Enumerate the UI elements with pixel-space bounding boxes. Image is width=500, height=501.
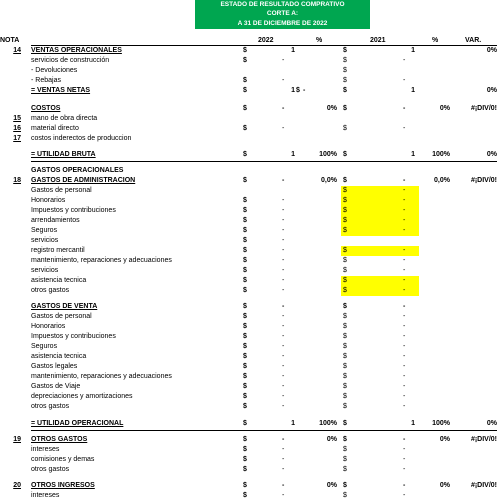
table-row (0, 66, 500, 76)
gross-profit-underline (31, 161, 497, 162)
row-label: Gastos de personal (31, 313, 92, 320)
currency-2021: $ (343, 313, 347, 320)
value-2021: - (403, 333, 406, 340)
currency-2021: $ (343, 77, 347, 84)
currency-2022: $ (243, 373, 247, 380)
currency-2021: $ (343, 267, 347, 274)
table-row (0, 124, 500, 134)
currency-2021: $ (343, 277, 347, 284)
currency-2021: $ (343, 482, 347, 489)
header-year-2022: 2022 (258, 37, 274, 44)
row-label: servicios (31, 267, 59, 274)
currency-2022: $ (243, 383, 247, 390)
variation: 0% (486, 87, 497, 94)
currency-2022: $ (243, 466, 247, 473)
value-2021: - (403, 363, 406, 370)
value-2022: - (282, 287, 285, 294)
header-nota: NOTA (0, 37, 20, 44)
table-row (0, 246, 500, 256)
value-2021: - (403, 436, 406, 443)
table-row (0, 342, 500, 352)
table-row (0, 166, 500, 176)
currency-2021: $ (343, 393, 347, 400)
value-2022: - (282, 57, 285, 64)
row-label: mano de obra directa (31, 115, 98, 122)
row-label: otros gastos (31, 403, 70, 410)
value-2022: - (282, 373, 285, 380)
currency-2021: $ (343, 217, 347, 224)
currency-2021: $ (343, 436, 347, 443)
row-label: intereses (31, 446, 60, 453)
table-row (0, 276, 500, 286)
currency-2021: $ (343, 287, 347, 294)
value-2021: - (403, 446, 406, 453)
value-2021: - (403, 323, 406, 330)
value-2021: - (403, 105, 406, 112)
value-2021: - (403, 303, 406, 310)
table-row (0, 286, 500, 296)
pct-2022: 0% (326, 436, 337, 443)
row-label: Gastos de personal (31, 187, 92, 194)
value-2022: - (282, 217, 285, 224)
currency-2022: $ (243, 267, 247, 274)
highlighted-cell (341, 246, 419, 256)
currency-2022: $ (243, 492, 247, 499)
table-row (0, 402, 500, 412)
row-label: Gastos legales (31, 363, 78, 370)
pct-2022: 0% (326, 482, 337, 489)
currency-2021: $ (343, 333, 347, 340)
currency-2022: $ (243, 207, 247, 214)
row-label: OTROS GASTOS (31, 436, 88, 443)
currency-2022: $ (243, 197, 247, 204)
header-pct-2022: % (316, 37, 323, 44)
table-row (0, 46, 500, 56)
table-row (0, 302, 500, 312)
highlighted-cell (341, 216, 419, 226)
table-row (0, 104, 500, 114)
row-nota: 17 (13, 135, 21, 142)
pct-2021: 100% (432, 151, 450, 158)
value-2021: - (403, 227, 406, 234)
highlighted-cell (341, 186, 419, 196)
value-2021: 1 (411, 47, 415, 54)
currency-2021: $ (343, 420, 347, 427)
currency-2022: $ (243, 125, 247, 132)
currency-2022: $ (243, 303, 247, 310)
pct-2021: 0% (439, 436, 450, 443)
row-label: GASTOS OPERACIONALES (31, 167, 124, 174)
value-2022: - (282, 393, 285, 400)
currency-2022: $ (243, 353, 247, 360)
row-label: asistencia tecnica (31, 353, 87, 360)
currency-2021: $ (343, 373, 347, 380)
table-row (0, 419, 500, 429)
row-nota: 16 (13, 125, 21, 132)
value-2022: - (282, 227, 285, 234)
currency-2022: $ (243, 227, 247, 234)
value-2022: - (282, 267, 285, 274)
table-row (0, 382, 500, 392)
table-row (0, 186, 500, 196)
row-label: Gastos de Viaje (31, 383, 81, 390)
currency-2021: $ (343, 247, 347, 254)
currency-2021: $ (343, 227, 347, 234)
row-label: material directo (31, 125, 79, 132)
row-label: servicios (31, 237, 59, 244)
currency-2022: $ (243, 247, 247, 254)
table-row (0, 256, 500, 266)
table-row (0, 481, 500, 491)
currency-2021: $ (343, 492, 347, 499)
value-2022: - (282, 333, 285, 340)
value-2021: - (403, 373, 406, 380)
value-2022: - (282, 436, 285, 443)
currency-2021: $ (343, 67, 347, 74)
currency-2021: $ (343, 353, 347, 360)
row-label: = UTILIDAD OPERACIONAL (31, 420, 124, 427)
table-row (0, 465, 500, 475)
report-title-banner (195, 0, 370, 29)
currency-2022: $ (243, 323, 247, 330)
value-2021: - (403, 287, 406, 294)
row-label: - Rebajas (31, 77, 61, 84)
currency-2022: $ (243, 217, 247, 224)
currency-2021: $ (343, 456, 347, 463)
row-label: otros gastos (31, 466, 70, 473)
row-label: GASTOS DE ADMINISTRACION (31, 177, 136, 184)
value-2021: - (403, 257, 406, 264)
value-2021: - (403, 492, 406, 499)
currency-2021: $ (343, 177, 347, 184)
currency-2021: $ (343, 125, 347, 132)
pct-2022: 100% (319, 151, 337, 158)
value-2021: - (403, 207, 406, 214)
table-row (0, 455, 500, 465)
value-2022: - (282, 446, 285, 453)
variation: 0% (486, 151, 497, 158)
value-2022-extra: - (303, 87, 306, 94)
value-2022: - (282, 403, 285, 410)
currency-2022: $ (243, 177, 247, 184)
row-label: arrendamientos (31, 217, 80, 224)
variation: #¡DIV/0! (470, 482, 497, 489)
currency-2021: $ (343, 446, 347, 453)
currency-2021: $ (343, 207, 347, 214)
report-cutoff-label: CORTE A: (266, 10, 299, 18)
row-label: Seguros (31, 343, 58, 350)
row-nota: 14 (13, 47, 21, 54)
variation: #¡DIV/0! (470, 436, 497, 443)
value-2021: - (403, 57, 406, 64)
value-2021: - (403, 456, 406, 463)
value-2022: - (282, 482, 285, 489)
operating-profit-underline (31, 430, 497, 431)
pct-2022: $ (296, 87, 300, 94)
currency-2022: $ (243, 57, 247, 64)
value-2022: - (282, 277, 285, 284)
value-2021: - (403, 313, 406, 320)
value-2021: - (403, 77, 406, 84)
value-2022: - (282, 247, 285, 254)
row-label: VENTAS OPERACIONALES (31, 47, 122, 54)
table-row (0, 216, 500, 226)
highlighted-cell (341, 206, 419, 216)
currency-2021: $ (343, 187, 347, 194)
table-row (0, 150, 500, 160)
value-2021: - (403, 482, 406, 489)
currency-2021: $ (343, 383, 347, 390)
table-row (0, 206, 500, 216)
table-row (0, 226, 500, 236)
value-2021: - (403, 353, 406, 360)
value-2021: - (403, 343, 406, 350)
value-2021: 1 (411, 87, 415, 94)
header-var: VAR. (465, 37, 482, 44)
value-2021: 1 (411, 151, 415, 158)
pct-2022: 0% (326, 105, 337, 112)
row-label: COSTOS (31, 105, 61, 112)
table-row (0, 372, 500, 382)
row-label: otros gastos (31, 287, 70, 294)
currency-2022: $ (243, 257, 247, 264)
value-2021: - (403, 393, 406, 400)
currency-2022: $ (243, 403, 247, 410)
value-2022: - (282, 466, 285, 473)
row-label: Honorarios (31, 323, 66, 330)
pct-2021: 0% (439, 105, 450, 112)
currency-2022: $ (243, 363, 247, 370)
currency-2022: $ (243, 333, 247, 340)
currency-2022: $ (243, 47, 247, 54)
row-label: = UTILIDAD BRUTA (31, 151, 96, 158)
table-row (0, 236, 500, 246)
currency-2021: $ (343, 323, 347, 330)
value-2022: - (282, 456, 285, 463)
variation: #¡DIV/0! (470, 105, 497, 112)
pct-2022: 0,0% (321, 177, 337, 184)
value-2022: - (282, 237, 285, 244)
table-row (0, 322, 500, 332)
table-row (0, 312, 500, 322)
row-label: mantenimiento, reparaciones y adecuaciones (31, 257, 172, 264)
table-row (0, 76, 500, 86)
table-row (0, 86, 500, 96)
currency-2021: $ (343, 47, 347, 54)
value-2021: - (403, 267, 406, 274)
currency-2022: $ (243, 105, 247, 112)
currency-2021: $ (343, 105, 347, 112)
report-date: A 31 DE DICIEMBRE DE 2022 (237, 19, 328, 27)
row-nota: 15 (13, 115, 21, 122)
row-label: - Devoluciones (31, 67, 78, 74)
value-2022: - (282, 197, 285, 204)
table-row (0, 134, 500, 144)
currency-2021: $ (343, 151, 347, 158)
row-label: Impuestos y contribuciones (31, 333, 116, 340)
header-year-2021: 2021 (370, 37, 386, 44)
currency-2022: $ (243, 277, 247, 284)
value-2022: - (282, 313, 285, 320)
row-label: GASTOS DE VENTA (31, 303, 98, 310)
table-row (0, 362, 500, 372)
currency-2022: $ (243, 436, 247, 443)
row-label: comisiones y demas (31, 456, 95, 463)
currency-2021: $ (343, 197, 347, 204)
pct-2022: 100% (319, 420, 337, 427)
row-label: mantenimiento, reparaciones y adecuaciones (31, 373, 172, 380)
value-2021: 1 (411, 420, 415, 427)
currency-2021: $ (343, 57, 347, 64)
value-2022: 1 (291, 420, 295, 427)
currency-2021: $ (343, 343, 347, 350)
currency-2021: $ (343, 303, 347, 310)
currency-2021: $ (343, 257, 347, 264)
report-title: ESTADO DE RESULTADO COMPRATIVO (220, 1, 345, 8)
value-2021: - (403, 383, 406, 390)
value-2021: - (403, 247, 406, 254)
value-2022: - (282, 77, 285, 84)
currency-2021: $ (343, 466, 347, 473)
value-2022: - (282, 323, 285, 330)
currency-2022: $ (243, 151, 247, 158)
currency-2022: $ (243, 420, 247, 427)
value-2021: - (403, 403, 406, 410)
row-label: intereses (31, 492, 60, 499)
value-2022: - (282, 343, 285, 350)
row-label: OTROS INGRESOS (31, 482, 95, 489)
row-label: costos inderectos de produccion (31, 135, 132, 142)
pct-2021: 100% (432, 420, 450, 427)
value-2021: - (403, 277, 406, 284)
value-2021: - (403, 125, 406, 132)
variation: #¡DIV/0! (470, 177, 497, 184)
value-2022: - (282, 383, 285, 390)
value-2022: - (282, 303, 285, 310)
table-row (0, 392, 500, 402)
table-row (0, 196, 500, 206)
value-2021: - (403, 187, 406, 194)
row-label: depreciaciones y amortizaciones (31, 393, 133, 400)
currency-2022: $ (243, 313, 247, 320)
table-row (0, 176, 500, 186)
value-2022: 1 (291, 87, 295, 94)
value-2022: - (282, 177, 285, 184)
variation: 0% (486, 420, 497, 427)
table-row (0, 445, 500, 455)
table-row (0, 435, 500, 445)
pct-2021: 0% (439, 482, 450, 489)
value-2022: - (282, 492, 285, 499)
value-2021: - (403, 197, 406, 204)
currency-2022: $ (243, 456, 247, 463)
highlighted-cell (341, 196, 419, 206)
currency-2022: $ (243, 87, 247, 94)
value-2021: - (403, 177, 406, 184)
currency-2021: $ (343, 363, 347, 370)
header-pct-2021: % (432, 37, 439, 44)
variation: 0% (486, 47, 497, 54)
value-2021: - (403, 217, 406, 224)
row-nota: 20 (13, 482, 21, 489)
value-2021: - (403, 466, 406, 473)
row-label: registro mercantil (31, 247, 85, 254)
currency-2021: $ (343, 87, 347, 94)
currency-2021: $ (343, 403, 347, 410)
value-2022: 1 (291, 151, 295, 158)
value-2022: - (282, 363, 285, 370)
value-2022: - (282, 105, 285, 112)
table-row (0, 114, 500, 124)
row-label: Impuestos y contribuciones (31, 207, 116, 214)
table-row (0, 332, 500, 342)
value-2022: - (282, 125, 285, 132)
currency-2022: $ (243, 343, 247, 350)
row-label: servicios de construcción (31, 57, 110, 64)
currency-2022: $ (243, 77, 247, 84)
currency-2022: $ (243, 287, 247, 294)
pct-2021: 0,0% (434, 177, 450, 184)
row-nota: 18 (13, 177, 21, 184)
row-nota: 19 (13, 436, 21, 443)
value-2022: - (282, 257, 285, 264)
row-label: Seguros (31, 227, 58, 234)
value-2022: - (282, 353, 285, 360)
value-2022: - (282, 207, 285, 214)
row-label: = VENTAS NETAS (31, 87, 91, 94)
currency-2022: $ (243, 237, 247, 244)
table-row (0, 266, 500, 276)
row-label: Honorarios (31, 197, 66, 204)
currency-2022: $ (243, 393, 247, 400)
highlighted-cell (341, 276, 419, 286)
currency-2022: $ (243, 446, 247, 453)
value-2022: 1 (291, 47, 295, 54)
currency-2022: $ (243, 482, 247, 489)
highlighted-cell (341, 286, 419, 296)
row-label: asistencia tecnica (31, 277, 87, 284)
table-row (0, 352, 500, 362)
highlighted-cell (341, 226, 419, 236)
table-row (0, 56, 500, 66)
